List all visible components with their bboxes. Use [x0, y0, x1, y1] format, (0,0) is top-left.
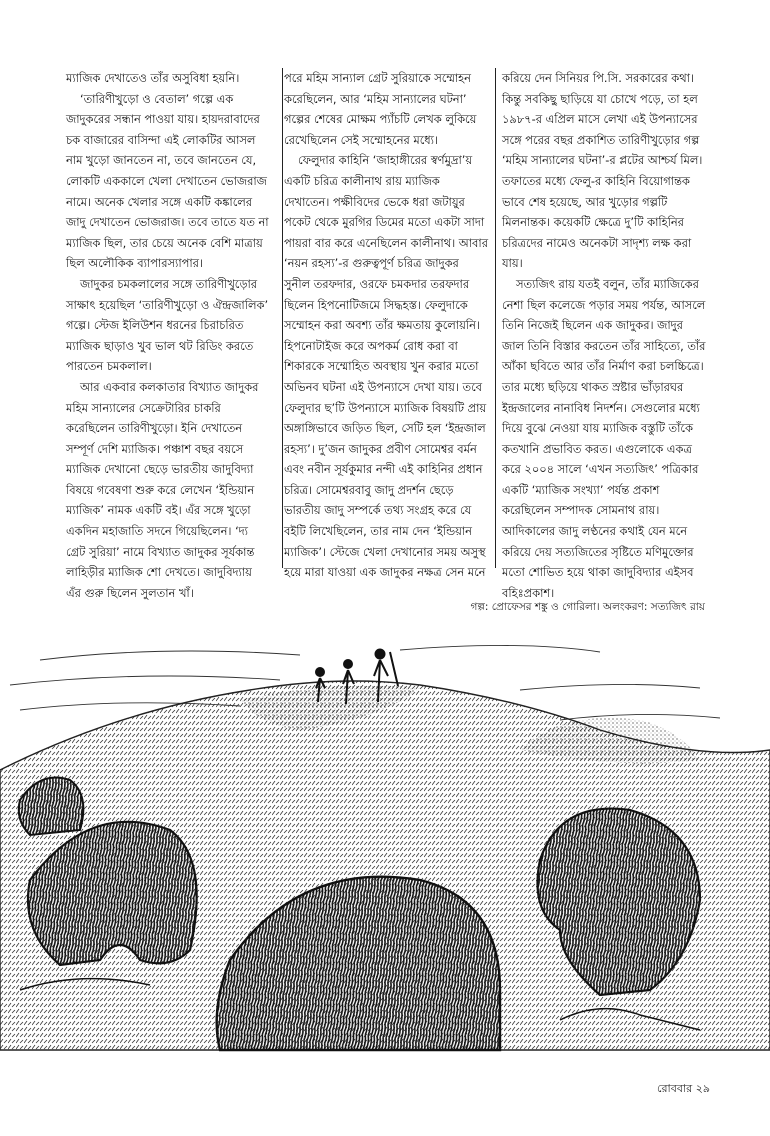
illustration-credit: গল্প: প্রোফেসর শঙ্কু ও গোরিলা। অলংকরণ: সত্যজিৎ রায় — [470, 601, 705, 613]
article-column — [502, 68, 706, 600]
article-paragraph: ম্যাজিক দেখাতেও তাঁর অসুবিধা হয়নি। — [66, 71, 240, 85]
column-divider — [282, 68, 283, 568]
article-paragraph: ‘তারিণীখুড়ো ও বেতাল’ গল্পে এক জাদুকরের সন্ধান পাওয়া যায়। হায়দরাবাদের চক বাজারের বাসিন্দা এই লোকটির আসল নাম খুড়ো জানতেন না, তবে জানতেন যে, লোকটি এককালে খেলা দেখাতেন ভোজরাজ নামে। অনেক খেলার সঙ্গে একটি কঙ্কালের জাদু দেখাতেন ভোজরাজ। তবে তাতে যত না ম্যাজিক ছিল, তার চেয়ে অনেক বেশি মাত্রায় ছিল অলৌকিক ব্যাপারস্যাপার। — [66, 91, 269, 271]
article-paragraph: করিয়ে দেন সিনিয়র পি.সি. সরকারের কথা। কিন্তু সবকিছু ছাড়িয়ে যা চোখে পড়ে, তা হল ১৯৮৭-র এপ্রিল মাসে লেখা এই উপন্যাসের সঙ্গে পরের বছর প্রকাশিত তারিণীখুড়োর গল্প ‘মহিম সান্যালের ঘটনা’-র প্লটের আশ্চর্য মিল। তফাতের মধ্যে ফেলু-র কাহিনি বিয়োগান্তক ভাবে শেষ হয়েছে, আর খুড়োর গল্পটি মিলনান্তক। কয়েকটি ক্ষেত্রে দু’টি কাহিনির চরিত্রদের নামেও অনেকটা সাদৃশ্য লক্ষ করা যায়। — [502, 71, 703, 271]
article-paragraph: আর একবার কলকাতার বিখ্যাত জাদুকর মহিম সান্যালের সেক্রেটারির চাকরি করেছিলেন তারিণীখুড়ো। ইনি দেখাতেন সম্পূর্ণ দেশি ম্যাজিক। পঞ্চাশ বছর বয়সে ম্যাজিক দেখানো ছেড়ে ভারতীয় জাদুবিদ্যা বিষয়ে গবেষণা শুরু করে লেখেন ‘ইন্ডিয়ান ম্যাজিক’ নামক একটি বই। এঁর সঙ্গে খুড়ো একদিন মহাজাতি সদনে গিয়েছিলেন। ‘দ্য গ্রেট সুরিয়া’ নামে বিখ্যাত জাদুকর সূর্যকান্ত লাহিড়ীর ম্যাজিক শো দেখতে। জাদুবিদ্যায় এঁর গুরু ছিলেন সুলতান খাঁ। — [66, 379, 259, 600]
page-folio: রোববার ২৯ — [657, 1082, 710, 1095]
article-paragraph: জাদুকর চমকলালের সঙ্গে তারিণীখুড়োর সাক্ষাৎ হয়েছিল ‘তারিণীখুড়ো ও ঐন্দ্রজালিক’ গল্পে। স্টেজ ইলিউশন ধরনের চিরাচরিত ম্যাজিক ছাড়াও খুব ভাল থট রিডিং করতে পারতেন চমকলাল। — [66, 276, 269, 374]
column-divider — [495, 68, 496, 568]
article-body — [66, 68, 706, 600]
article-paragraph: সত্যজিৎ রায় যতই বলুন, তাঁর ম্যাজিকের নেশা ছিল কলেজে পড়ার সময় পর্যন্ত, আসলে তিনি নিজেই ছিলেন এক জাদুকর। জাদুর জাল তিনি বিস্তার করতেন তাঁর সাহিত্যে, তাঁর আঁকা ছবিতে আর তাঁর নির্মাণ করা চলচ্চিত্রে। তার মধ্যে ছড়িয়ে থাকত স্রষ্টার ভাঁড়ারঘর ইন্দ্রজালের নানাবিধ নিদর্শন। সেগুলোর মধ্যে দিয়ে বুঝে নেওয়া যায় ম্যাজিক বস্তুটি তাঁকে কতখানি প্রভাবিত করত। এগুলোকে একত্র করে ২০০৪ সালে ‘এখন সত্যজিৎ’ পত্রিকার একটি ‘ম্যাজিক সংখ্যা’ পর্যন্ত প্রকাশ করেছিলেন সম্পাদক সোমনাথ রায়। আদিকালের জাদু লণ্ঠনের কথাই যেন মনে করিয়ে দেয় সত্যজিতের সৃষ্টিতে মণিমুক্তোর মতো শোভিত হয়ে থাকা জাদুবিদ্যার এইসব বহিঃপ্রকাশ। — [502, 276, 706, 600]
article-paragraph: ফেলুদার কাহিনি ‘জাহাঙ্গীরের স্বর্ণমুদ্রা’য় একটি চরিত্র কালীনাথ রায় ম্যাজিক দেখাতেন। পক্ষীবিদের ভেকে ধরা জটায়ুর পকেট থেকে মুরগির ডিমের মতো একটা সাদা পায়রা বার করে এনেছিলেন কালীনাথ। আবার ‘নয়ন রহস্য’-র গুরুত্বপূর্ণ চরিত্র জাদুকর সুনীল তরফদার, ওরফে চমকদার তরফদার ছিলেন হিপনোটিজমে সিদ্ধহস্ত। ফেলুদাকে সম্মোহন করা অবশ্য তাঁর ক্ষমতায় কুলোয়নি। হিপনোটাইজ করে অপকর্ম রোধ করা বা শিকারকে সম্মোহিত অবস্থায় খুন করার মতো অভিনব ঘটনা এই উপন্যাসে দেখা যায়। তবে ফেলুদার ছ’টি উপন্যাসে ম্যাজিক বিষয়টি প্রায় অঙ্গাঙ্গিভাবে জড়িত ছিল, সেটি হল ‘ইন্দ্রজাল রহস্য’। দু’জন জাদুকর প্রবীণ সোমেশ্বর বর্মন এবং নবীন সূর্যকুমার নন্দী এই কাহিনির প্রধান চরিত্র। সোমেশ্বরবাবু জাদু প্রদর্শন ছেড়ে ভারতীয় জাদু সম্পর্কে তথ্য সংগ্রহ করে যে বইটি লিখেছিলেন, তার নাম দেন ‘ইন্ডিয়ান ম্যাজিক’। স্টেজে খেলা দেখানোর সময় অসুস্থ হয়ে মারা যাওয়া এক জাদুকর নক্ষত্র সেন মনে — [284, 153, 488, 580]
article-column — [66, 68, 270, 600]
article-paragraph: পরে মহিম সান্যাল গ্রেট সুরিয়াকে সম্মোহন করেছিলেন, আর ‘মহিম সান্যালের ঘটনা’ গল্পের শেষের মোক্ষম প্যাঁচটি লেখক লুকিয়ে রেখেছিলেন সেই সম্মোহনের মধ্যে। — [284, 71, 477, 147]
gorilla-landscape-illustration — [0, 630, 770, 1050]
article-column — [284, 68, 488, 580]
